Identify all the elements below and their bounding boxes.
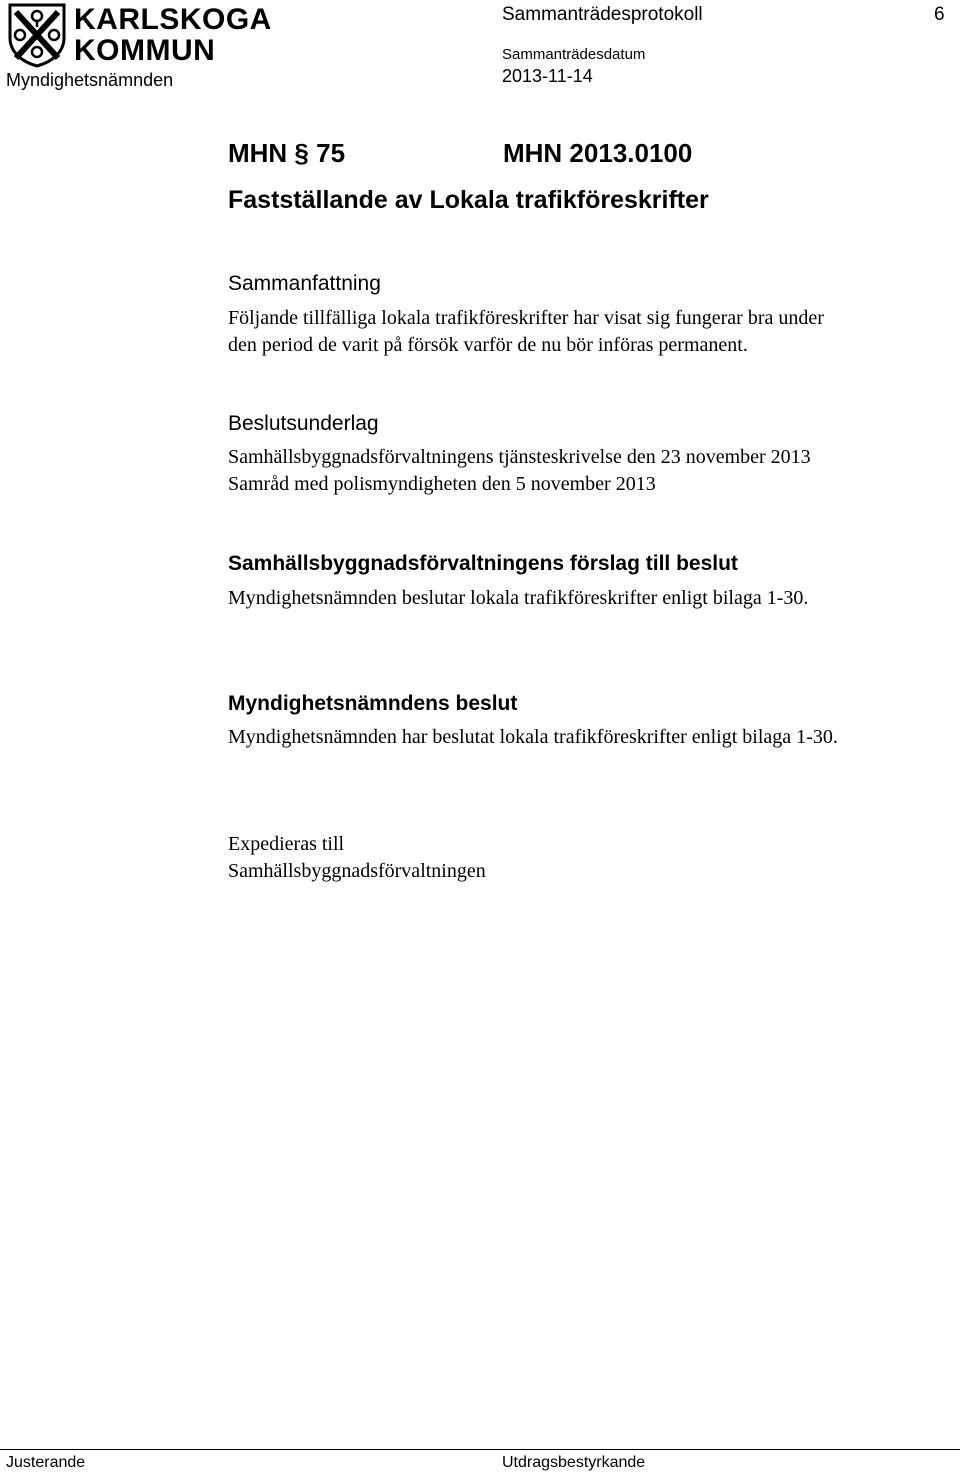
proposal-heading: Samhällsbyggnadsförvaltningens förslag till beslut — [228, 552, 738, 575]
date-value: 2013-11-14 — [502, 66, 593, 86]
summary-line-2: den period de varit på försök varför de nu bör införas permanent. — [228, 334, 748, 356]
summary-heading: Sammanfattning — [228, 272, 381, 295]
footer-certification-label: Utdragsbestyrkande — [502, 1454, 646, 1471]
footer-signatory-label: Justerande — [6, 1454, 86, 1471]
basis-line-2: Samråd med polismyndigheten den 5 november 2013 — [228, 473, 656, 495]
proposal-text: Myndighetsnämnden beslutar lokala trafikföreskrifter enligt bilaga 1-30. — [228, 587, 809, 609]
logo-text-line1: KARLSKOGA — [74, 3, 272, 36]
basis-heading: Beslutsunderlag — [228, 412, 379, 435]
logo-text-line2: KOMMUN — [74, 34, 216, 67]
page-number: 6 — [934, 4, 945, 25]
basis-line-1: Samhällsbyggnadsförvaltningens tjänsteskrivelse den 23 november 2013 — [228, 446, 811, 468]
footer-divider — [0, 1449, 960, 1450]
document-type: Sammanträdesprotokoll — [502, 4, 703, 25]
dispatch-label: Expedieras till — [228, 833, 345, 855]
date-label: Sammanträdesdatum — [502, 46, 646, 63]
summary-line-1: Följande tillfälliga lokala trafikföreskrifter har visat sig fungerar bra under — [228, 307, 824, 329]
organization-name: Myndighetsnämnden — [6, 70, 174, 90]
case-number: MHN 2013.0100 — [503, 138, 693, 168]
decision-text: Myndighetsnämnden har beslutat lokala trafikföreskrifter enligt bilaga 1-30. — [228, 726, 838, 748]
item-title: Fastställande av Lokala trafikföreskrifter — [228, 186, 709, 214]
karlskoga-kommun-logo — [6, 2, 272, 68]
dispatch-recipient: Samhällsbyggnadsförvaltningen — [228, 860, 486, 882]
paragraph-number: MHN § 75 — [228, 138, 346, 168]
decision-heading: Myndighetsnämndens beslut — [228, 692, 518, 715]
